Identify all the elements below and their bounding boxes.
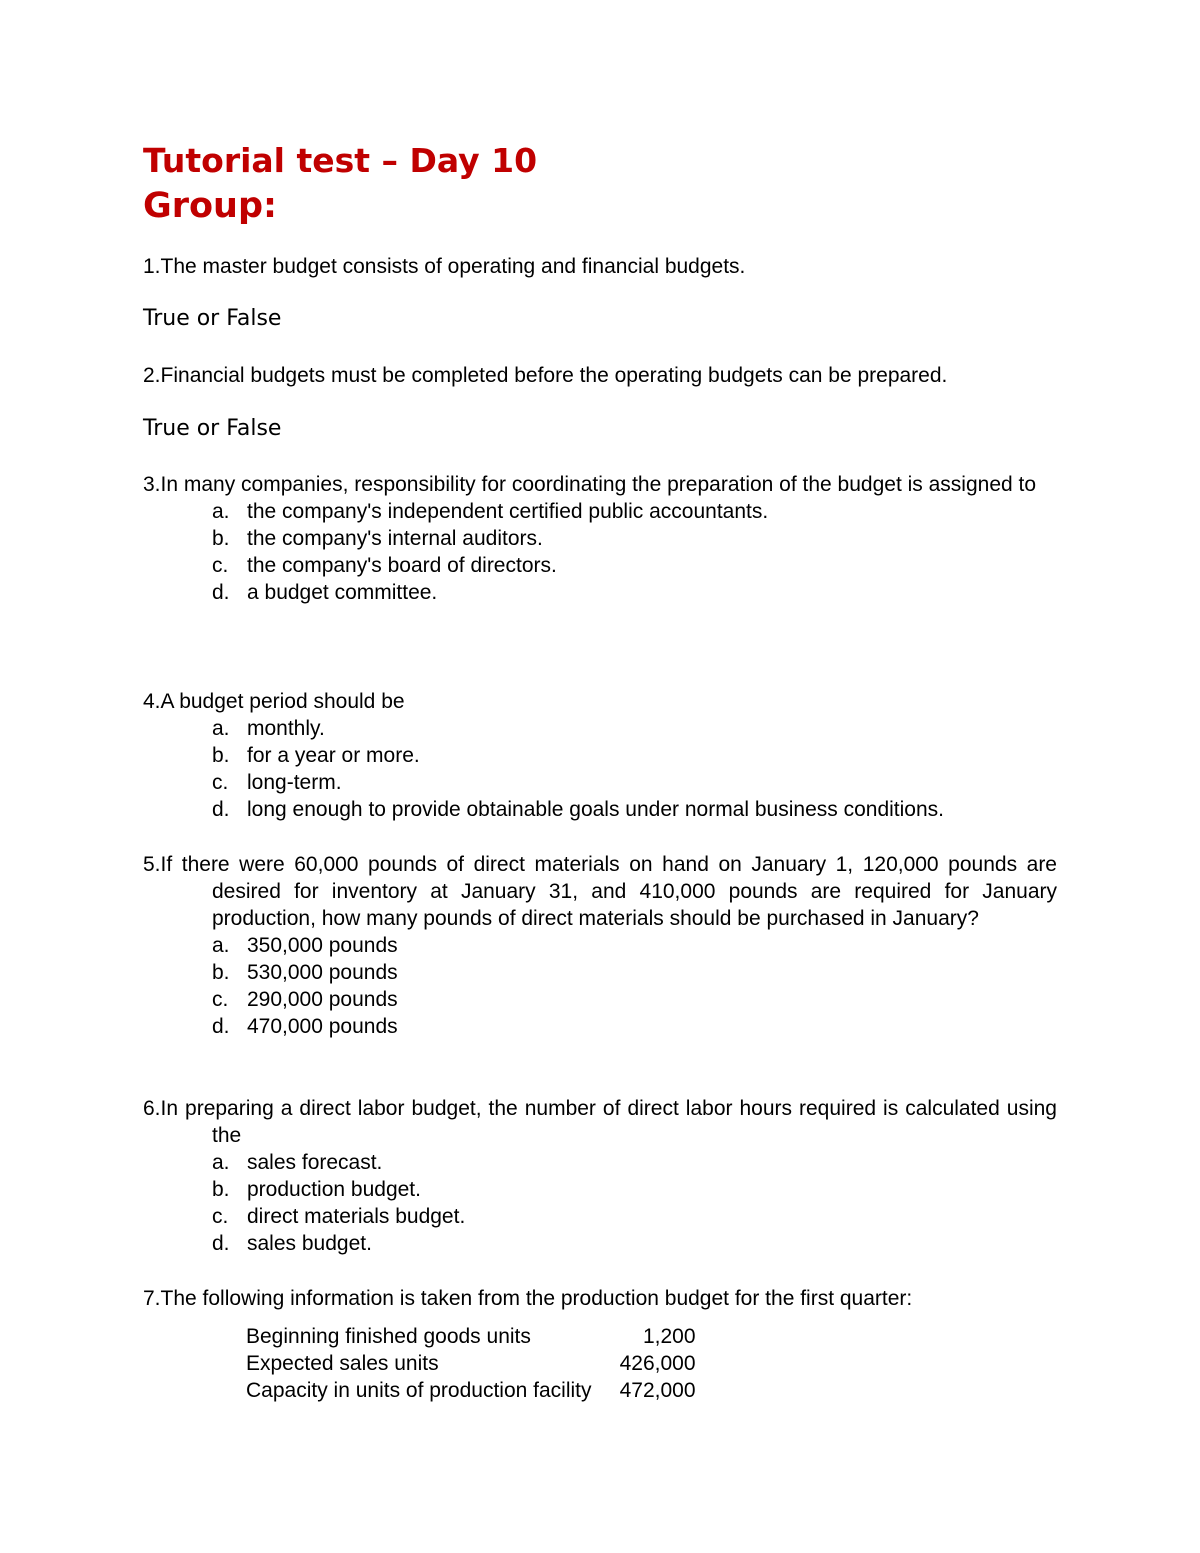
row-value: 472,000 bbox=[619, 1379, 696, 1402]
option-text: 290,000 pounds bbox=[247, 988, 398, 1011]
option-text: sales forecast. bbox=[247, 1151, 383, 1174]
option-letter: a. bbox=[212, 934, 230, 957]
option-d bbox=[143, 1013, 1057, 1040]
option-text: direct materials budget. bbox=[247, 1205, 466, 1228]
option-letter: c. bbox=[212, 771, 229, 794]
option-text: a budget committee. bbox=[247, 581, 438, 604]
true-or-false-2: True or False bbox=[143, 416, 282, 441]
option-letter: a. bbox=[212, 500, 230, 523]
table-row bbox=[246, 1377, 696, 1404]
option-letter: a. bbox=[212, 1151, 230, 1174]
option-a bbox=[143, 498, 1057, 525]
option-a bbox=[143, 1149, 1057, 1176]
question-5 bbox=[143, 851, 1057, 1040]
option-a bbox=[143, 932, 1057, 959]
option-c bbox=[143, 552, 1057, 579]
option-d bbox=[143, 579, 1057, 606]
row-label: Beginning finished goods units bbox=[246, 1325, 531, 1348]
question-6 bbox=[143, 1095, 1057, 1257]
option-b bbox=[143, 959, 1057, 986]
question-3 bbox=[143, 471, 1057, 606]
option-c bbox=[143, 769, 1057, 796]
option-text: production budget. bbox=[247, 1178, 421, 1201]
question-stem bbox=[143, 851, 1057, 932]
question-stem bbox=[143, 1285, 1057, 1312]
option-letter: c. bbox=[212, 1205, 229, 1228]
question-text: Financial budgets must be completed before the operating budgets can be prepared. bbox=[160, 364, 948, 387]
document-title: Tutorial test – Day 10 bbox=[143, 141, 538, 180]
option-d bbox=[143, 1230, 1057, 1257]
option-letter: b. bbox=[212, 1178, 230, 1201]
question-stem bbox=[143, 362, 1057, 389]
question-number: 1. bbox=[143, 255, 161, 278]
option-letter: a. bbox=[212, 717, 230, 740]
option-letter: d. bbox=[212, 798, 230, 821]
option-d bbox=[143, 796, 1057, 823]
question-text: In preparing a direct labor budget, the number of direct labor hours required is calculated using the bbox=[160, 1097, 1057, 1147]
question-1 bbox=[143, 253, 1057, 280]
option-text: long enough to provide obtainable goals under normal business conditions. bbox=[247, 798, 944, 821]
row-value: 426,000 bbox=[619, 1352, 696, 1375]
option-letter: d. bbox=[212, 1232, 230, 1255]
question-4 bbox=[143, 688, 1057, 823]
option-c bbox=[143, 986, 1057, 1013]
answer-options bbox=[143, 1149, 1057, 1257]
answer-options bbox=[143, 932, 1057, 1040]
question-text: In many companies, responsibility for coordinating the preparation of the budget is assigned to bbox=[160, 473, 1037, 496]
question-number: 2. bbox=[143, 364, 161, 387]
option-text: monthly. bbox=[247, 717, 325, 740]
option-letter: d. bbox=[212, 1015, 230, 1038]
option-b bbox=[143, 525, 1057, 552]
option-text: 470,000 pounds bbox=[247, 1015, 398, 1038]
option-text: 530,000 pounds bbox=[247, 961, 398, 984]
option-text: long-term. bbox=[247, 771, 342, 794]
row-label: Expected sales units bbox=[246, 1352, 439, 1375]
question-2 bbox=[143, 362, 1057, 389]
option-text: 350,000 pounds bbox=[247, 934, 398, 957]
table-row bbox=[246, 1350, 696, 1377]
option-letter: d. bbox=[212, 581, 230, 604]
question-text: If there were 60,000 pounds of direct materials on hand on January 1, 120,000 pounds are desired for inventory at January 31, and 410,000 pounds are required for January production, how many pounds of direct materials should be purchased in January? bbox=[160, 853, 1057, 930]
option-b bbox=[143, 742, 1057, 769]
row-value: 1,200 bbox=[642, 1325, 696, 1348]
option-c bbox=[143, 1203, 1057, 1230]
question-stem bbox=[143, 253, 1057, 280]
question-number: 5. bbox=[143, 853, 161, 876]
option-text: sales budget. bbox=[247, 1232, 372, 1255]
option-letter: c. bbox=[212, 554, 229, 577]
option-b bbox=[143, 1176, 1057, 1203]
question-stem bbox=[143, 688, 1057, 715]
option-letter: c. bbox=[212, 988, 229, 1011]
question-number: 4. bbox=[143, 690, 161, 713]
production-info-table bbox=[246, 1323, 696, 1404]
option-a bbox=[143, 715, 1057, 742]
row-label: Capacity in units of production facility bbox=[246, 1379, 592, 1402]
question-number: 7. bbox=[143, 1287, 161, 1310]
option-letter: b. bbox=[212, 744, 230, 767]
question-number: 6. bbox=[143, 1097, 161, 1120]
option-letter: b. bbox=[212, 961, 230, 984]
question-7 bbox=[143, 1285, 1057, 1312]
question-stem bbox=[143, 1095, 1057, 1149]
question-number: 3. bbox=[143, 473, 161, 496]
answer-options bbox=[143, 498, 1057, 606]
option-text: the company's internal auditors. bbox=[247, 527, 543, 550]
question-text: The following information is taken from the production budget for the first quarter: bbox=[160, 1287, 913, 1310]
group-label: Group: bbox=[143, 186, 278, 226]
table-row bbox=[246, 1323, 696, 1350]
answer-options bbox=[143, 715, 1057, 823]
question-stem bbox=[143, 471, 1057, 498]
option-text: for a year or more. bbox=[247, 744, 420, 767]
true-or-false-1: True or False bbox=[143, 306, 282, 331]
option-letter: b. bbox=[212, 527, 230, 550]
option-text: the company's independent certified public accountants. bbox=[247, 500, 769, 523]
option-text: the company's board of directors. bbox=[247, 554, 557, 577]
question-text: The master budget consists of operating and financial budgets. bbox=[160, 255, 746, 278]
question-text: A budget period should be bbox=[160, 690, 405, 713]
